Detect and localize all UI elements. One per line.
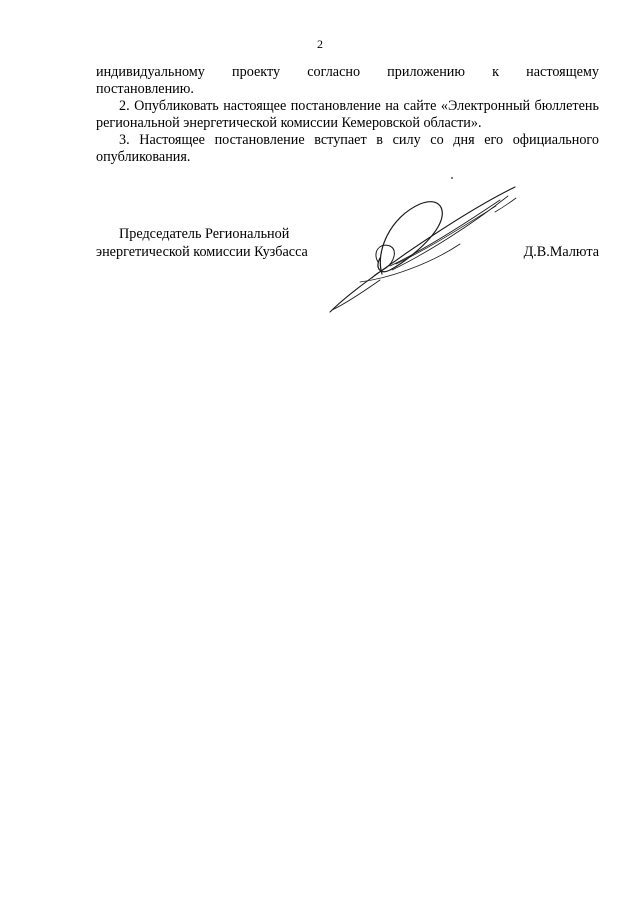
- ink-dot: [451, 177, 453, 179]
- paragraph-3: 3. Настоящее постановление вступает в силу со дня его официального опубликования.: [96, 132, 599, 165]
- document-body: [96, 64, 599, 166]
- paragraph-2: 2. Опубликовать настоящее постановление на сайте «Электронный бюллетень региональной энергетической комиссии Кемеровской области».: [96, 98, 599, 131]
- signer-name: Д.В.Малюта: [523, 244, 599, 260]
- paragraph-1-line-1: индивидуальному проекту согласно приложению к настоящему: [96, 64, 599, 80]
- handwritten-signature-icon: [320, 182, 525, 317]
- paragraph-1-line-2: постановлению.: [96, 81, 194, 97]
- page-number: 2: [317, 37, 323, 51]
- signer-title-line-1: Председатель Региональной: [119, 226, 290, 242]
- signer-title-line-2: энергетической комиссии Кузбасса: [96, 244, 308, 260]
